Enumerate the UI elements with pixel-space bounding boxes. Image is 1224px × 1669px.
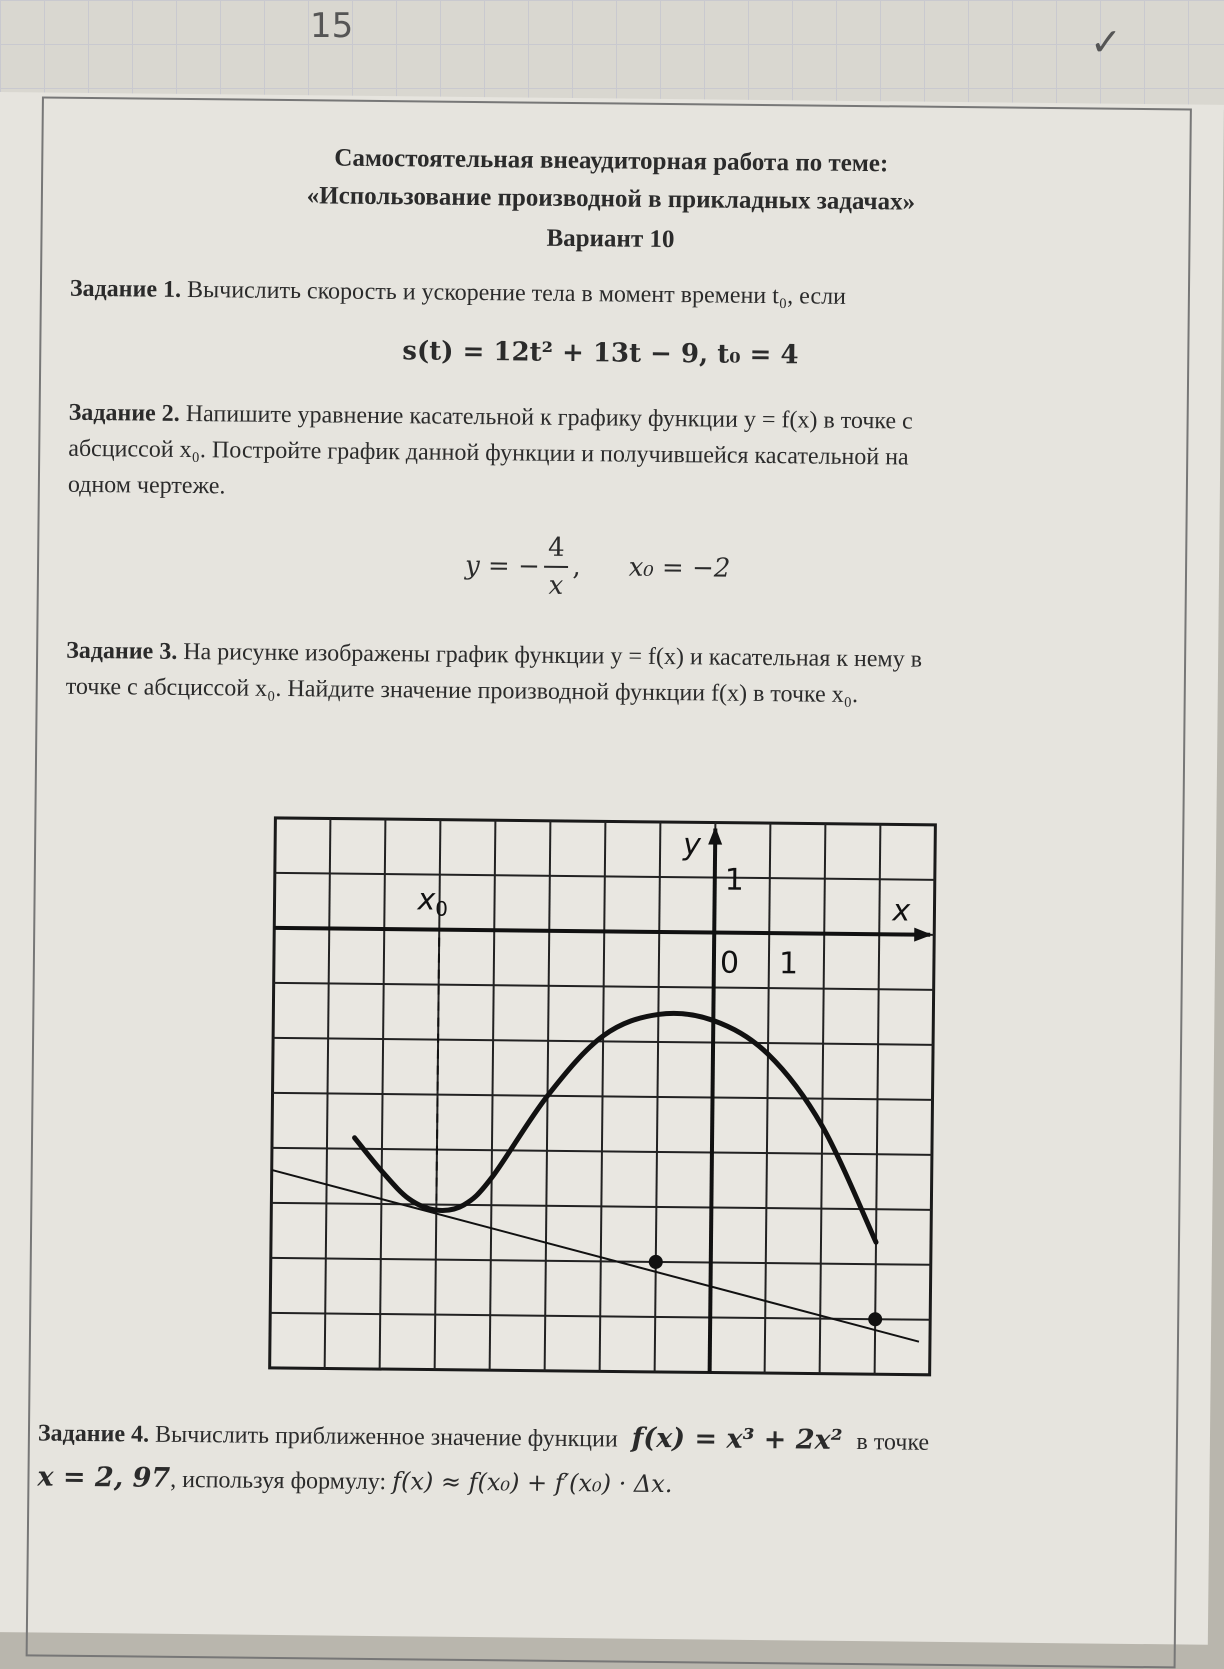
y-axis-label: y — [682, 827, 702, 863]
task2-fraction-denominator: x — [548, 570, 564, 601]
header-line-1: Самостоятельная внеаудиторная работа по теме: — [334, 144, 889, 178]
task2-line3: одном чертеже. — [67, 471, 226, 500]
task4-approx-formula: f(x) ≈ f(x₀) + f′(x₀) · Δx. — [392, 1467, 673, 1499]
task2-statement — [68, 395, 1169, 515]
task4-function-formula: f(x) = x³ + 2x² — [631, 1422, 843, 1456]
task2-fraction-numerator: 4 — [544, 530, 569, 568]
x-tick-label-1: 1 — [778, 946, 799, 982]
x0-label: $x_0$ — [417, 882, 449, 921]
task1-text: Вычислить скорость и ускорение тела в момент времени t₀, если — [186, 276, 847, 310]
task3-line2: точке с абсциссой x₀. Найдите значение производной функции f(x) в точке x₀. — [65, 673, 859, 709]
task2-line2: абсциссой x₀. Постройте график данной функции и получившейся касательной на — [68, 435, 909, 471]
grade-mark-left: 15 — [310, 6, 354, 46]
task4-statement — [37, 1414, 1158, 1508]
task1-formula: s(t) = 12t² + 13t − 9, t₀ = 4 — [402, 336, 799, 371]
task4-line2-text: , используя формулу: — [170, 1466, 387, 1496]
check-mark-right: ✓ — [1090, 20, 1122, 64]
x-axis-label: x — [892, 893, 911, 929]
task2-line1: Напишите уравнение касательной к графику функции y = f(x) в точке с — [185, 400, 913, 435]
task4-label: Задание 4. — [37, 1420, 150, 1448]
worksheet-page — [0, 92, 1224, 1645]
task3-line1: На рисунке изображены график функции y = f(x) и касательная к нему в — [183, 638, 923, 673]
task2-formula-lhs: y = − — [464, 550, 541, 582]
header-line-2: «Использование производной в прикладных задачах» — [306, 182, 916, 216]
task1-label: Задание 1. — [69, 275, 182, 303]
task2-formula-x0: x₀ = −2 — [628, 552, 731, 584]
task2-formula — [465, 529, 731, 606]
task4-x-value: x = 2, 97 — [37, 1461, 171, 1494]
x0-label-subscript: 0 — [435, 896, 449, 921]
task2-label: Задание 2. — [68, 399, 180, 427]
task4-line1-text: Вычислить приближенное значение функции — [154, 1421, 618, 1453]
task2-formula-comma: , — [572, 552, 581, 583]
task4-line1-end: в точке — [856, 1429, 930, 1456]
y-tick-label-1: 1 — [724, 862, 745, 898]
task2-fraction — [543, 530, 568, 604]
task3-statement — [66, 633, 1167, 717]
origin-label: 0 — [719, 945, 740, 981]
task3-label: Задание 3. — [66, 637, 178, 665]
header-variant: Вариант 10 — [546, 224, 675, 254]
task3-graph — [266, 815, 942, 1392]
